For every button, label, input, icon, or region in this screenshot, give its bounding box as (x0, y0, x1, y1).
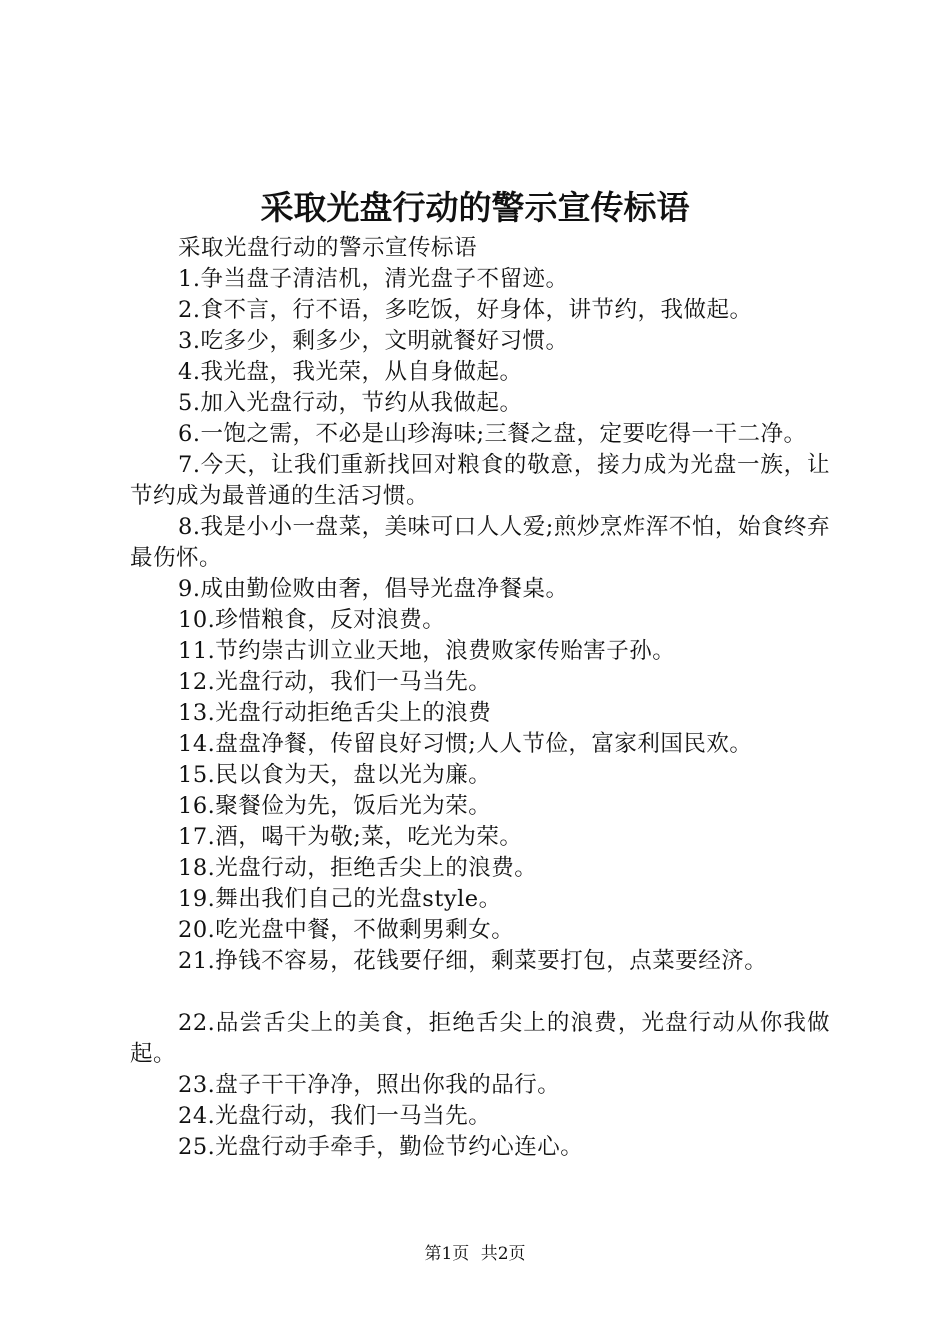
slogan-item: 8.我是小小一盘菜，美味可口人人爱;煎炒烹炸浑不怕，始食终弃最伤怀。 (130, 514, 830, 571)
page-footer (0, 1242, 950, 1266)
slogan-item: 19.舞出我们自己的光盘style。 (178, 886, 502, 912)
document-title: 采取光盘行动的警示宣传标语 (260, 188, 690, 227)
slogan-item: 2.食不言，行不语，多吃饭，好身体，讲节约，我做起。 (178, 297, 753, 323)
slogan-item: 21.挣钱不容易，花钱要仔细，剩菜要打包，点菜要经济。 (178, 948, 768, 974)
slogan-item: 16.聚餐俭为先，饭后光为荣。 (178, 793, 492, 819)
page-number: 第1页 (424, 1244, 470, 1264)
slogan-item: 12.光盘行动，我们一马当先。 (178, 669, 492, 695)
slogan-item: 20.吃光盘中餐，不做剩男剩女。 (178, 917, 515, 943)
slogan-item: 9.成由勤俭败由奢，倡导光盘净餐桌。 (178, 576, 569, 602)
slogan-item: 6.一饱之需，不必是山珍海味;三餐之盘，定要吃得一干二净。 (178, 421, 807, 447)
slogan-item: 7.今天，让我们重新找回对粮食的敬意，接力成为光盘一族，让节约成为最普通的生活习惯。 (130, 452, 830, 509)
slogan-item: 13.光盘行动拒绝舌尖上的浪费 (178, 700, 492, 726)
slogan-item: 3.吃多少，剩多少，文明就餐好习惯。 (178, 328, 569, 354)
slogan-item: 25.光盘行动手牵手，勤俭节约心连心。 (178, 1134, 584, 1160)
slogan-item: 24.光盘行动，我们一马当先。 (178, 1103, 492, 1129)
slogan-item: 1.争当盘子清洁机，清光盘子不留迹。 (178, 266, 569, 292)
slogan-item: 5.加入光盘行动，节约从我做起。 (178, 390, 523, 416)
slogan-item: 14.盘盘净餐，传留良好习惯;人人节俭，富家利国民欢。 (178, 731, 753, 757)
slogan-item: 10.珍惜粮食，反对浪费。 (178, 607, 446, 633)
slogan-item: 15.民以食为天，盘以光为廉。 (178, 762, 492, 788)
body-paragraph: 采取光盘行动的警示宣传标语 (178, 235, 478, 261)
slogan-item: 18.光盘行动，拒绝舌尖上的浪费。 (178, 855, 538, 881)
slogan-item: 11.节约崇古训立业天地，浪费败家传贻害子孙。 (178, 638, 676, 664)
slogan-item: 17.酒，喝干为敬;菜，吃光为荣。 (178, 824, 523, 850)
slogan-item: 4.我光盘，我光荣，从自身做起。 (178, 359, 523, 385)
slogan-item: 23.盘子干干净净，照出你我的品行。 (178, 1072, 561, 1098)
page-total: 共2页 (480, 1244, 526, 1264)
slogan-item: 22.品尝舌尖上的美食，拒绝舌尖上的浪费，光盘行动从你我做起。 (130, 1010, 830, 1067)
document-body (130, 233, 830, 1163)
